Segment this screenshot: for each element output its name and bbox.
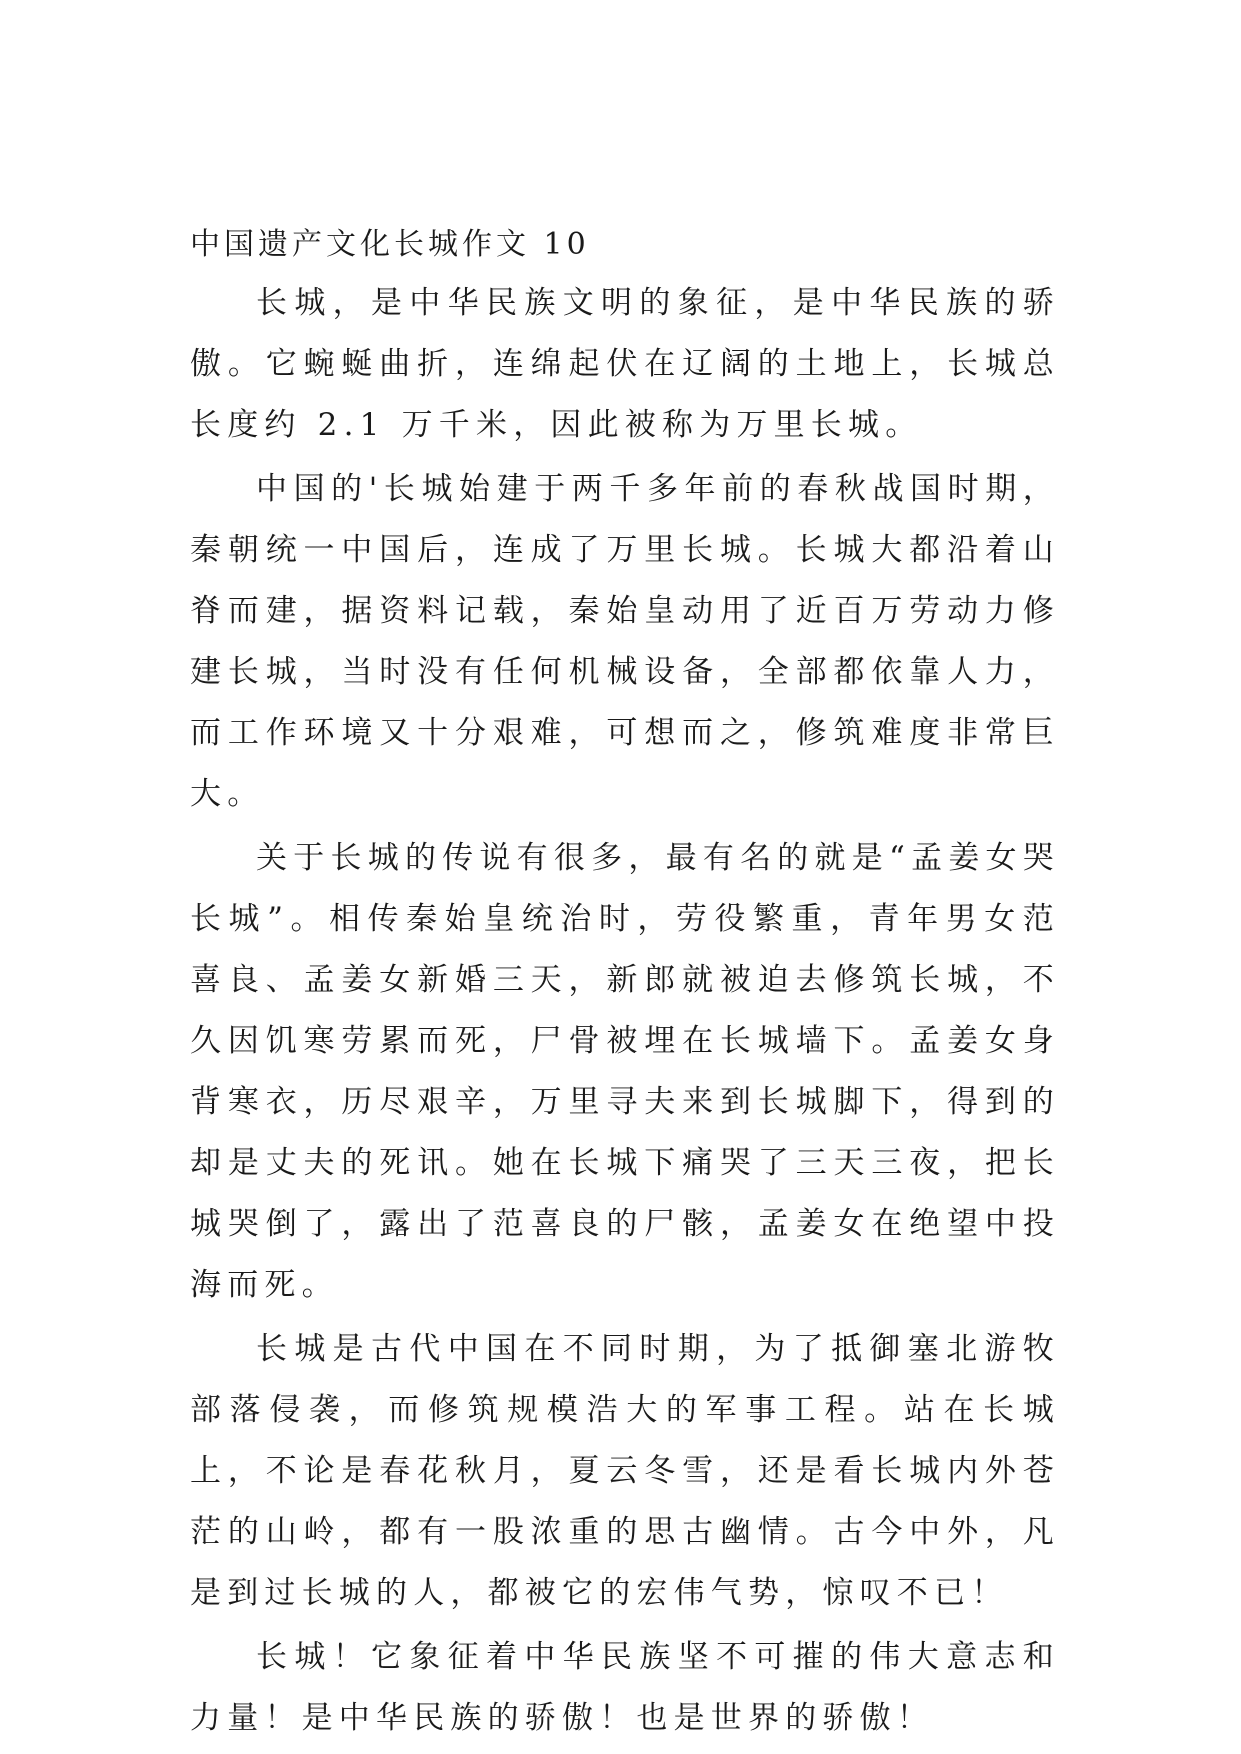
paragraph-3: 关于长城的传说有很多，最有名的就是“孟姜女哭长城”。相传秦始皇统治时，劳役繁重，青年男女范喜良、孟姜女新婚三天，新郎就被迫去修筑长城，不久因饥寒劳累而死，尸骨被埋在长城墙下。孟姜女身背寒衣，历尽艰辛，万里寻夫来到长城脚下，得到的却是丈夫的死讯。她在长城下痛哭了三天三夜，把长城哭倒了，露出了范喜良的尸骸，孟姜女在绝望中投海而死。	[190, 840, 1060, 1303]
document-title: 中国遗产文化长城作文 10	[190, 227, 590, 262]
document-page	[190, 215, 1060, 1752]
paragraph-4: 长城是古代中国在不同时期，为了抵御塞北游牧部落侵袭，而修筑规模浩大的军事工程。站在长城上，不论是春花秋月，夏云冬雪，还是看长城内外苍茫的山岭，都有一股浓重的思古幽情。古今中外，凡是到过长城的人，都被它的宏伟气势，惊叹不已！	[190, 1331, 1060, 1611]
paragraph-2: 中国的'长城始建于两千多年前的春秋战国时期，秦朝统一中国后，连成了万里长城。长城大都沿着山脊而建，据资料记载，秦始皇动用了近百万劳动力修建长城，当时没有任何机械设备，全部都依靠人力，而工作环境又十分艰难，可想而之，修筑难度非常巨大。	[190, 471, 1060, 812]
paragraph-5: 长城！它象征着中华民族坚不可摧的伟大意志和力量！是中华民族的骄傲！也是世界的骄傲！	[190, 1639, 1060, 1736]
paragraph-1: 长城，是中华民族文明的象征，是中华民族的骄傲。它蜿蜒曲折，连绵起伏在辽阔的土地上，长城总长度约 2.1 万千米，因此被称为万里长城。	[190, 285, 1060, 443]
